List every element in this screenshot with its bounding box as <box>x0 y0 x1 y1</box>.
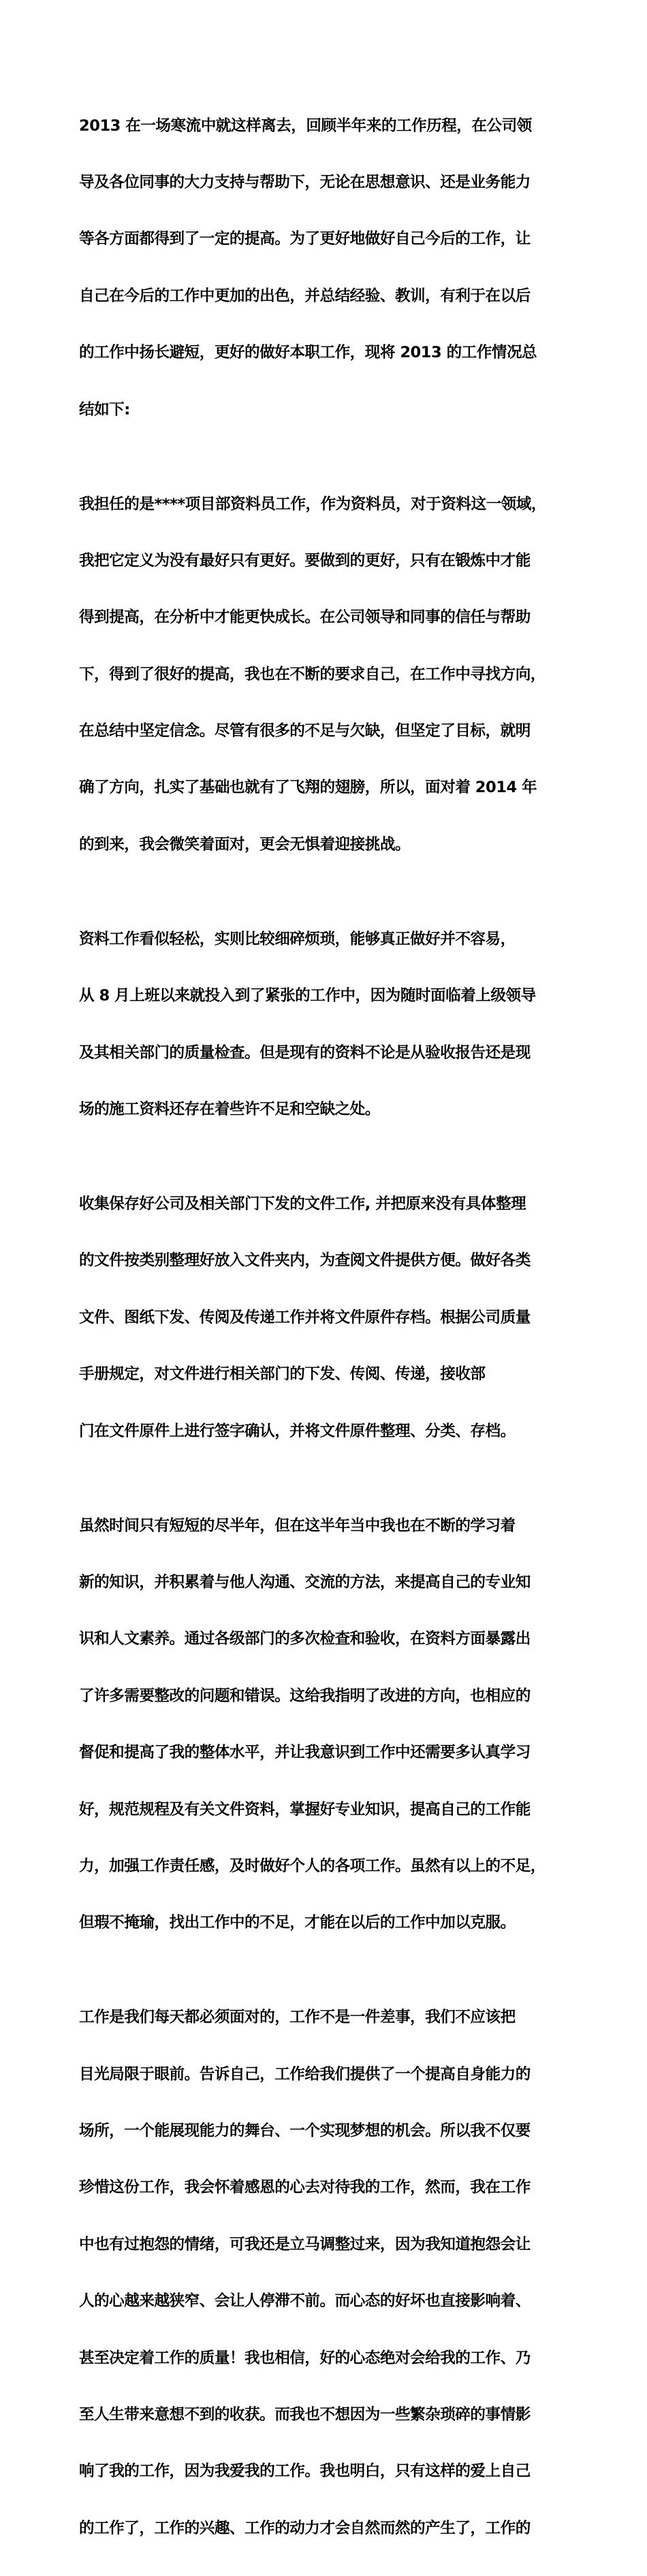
text-line: 工作是我们每天都必须面对的，工作不是一件差事，我们不应该把 <box>79 2008 516 2027</box>
paragraph-attitude <box>79 1971 575 2576</box>
text-line: 2013 在一场寒流中就这样离去，回顾半年来的工作历程，在公司领 <box>79 116 532 135</box>
text-line: 力，加强工作责任感，及时做好个人的各项工作。虽然有以上的不足， <box>79 1857 546 1875</box>
text-line: 收集保存好公司及相关部门下发的文件工作, 并把原来没有具体整理 <box>79 1195 526 1213</box>
text-line: 响了我的工作，因为我爱我的工作。我也明白，只有这样的爱上自己 <box>79 2462 531 2481</box>
text-line: 场的施工资料还存在着些许不足和空缺之处。 <box>79 1100 380 1119</box>
text-line: 文件、图纸下发、传阅及传递工作并将文件原件存档。根据公司质量 <box>79 1308 531 1326</box>
text-line: 目光局限于眼前。告诉自己，工作给我们提供了一个提高自身能力的 <box>79 2065 531 2083</box>
text-line: 珍惜这份工作，我会怀着感恩的心去对待我的工作，然而，我在工作 <box>79 2179 531 2197</box>
text-line: 人的心越来越狭窄、会让人停滞不前。而心态的好坏也直接影响着、 <box>79 2292 531 2311</box>
text-line: 中也有过抱怨的情绪，可我还是立马调整过来，因为我知道抱怨会让 <box>79 2235 531 2253</box>
text-line: 的工作了，工作的兴趣、工作的动力才会自然而然的产生了，工作的 <box>79 2519 531 2537</box>
document-body <box>79 79 575 2576</box>
text-line: 下，得到了很好的提高，我也在不断的要求自己，在工作中寻找方向， <box>79 665 546 683</box>
text-line: 等各方面都得到了一定的提高。为了更好地做好自己今后的工作，让 <box>79 230 531 248</box>
text-line: 新的知识，并积累着与他人沟通、交流的方法，来提高自己的专业知 <box>79 1573 531 1591</box>
text-line: 得到提高，在分析中才能更快成长。在公司领导和同事的信任与帮助 <box>79 608 531 627</box>
text-line: 资料工作看似轻松，实则比较细碎烦琐，能够真正做好并不容易， <box>79 930 516 948</box>
text-line: 场所，一个能展现能力的舞台、一个实现梦想的机会。所以我不仅要 <box>79 2122 531 2140</box>
paragraph-intro <box>79 79 575 457</box>
text-line: 在总结中坚定信念。尽管有很多的不足与欠缺，但坚定了目标，就明 <box>79 722 531 740</box>
text-line: 督促和提高了我的整体水平，并让我意识到工作中还需要多认真学习 <box>79 1744 531 1762</box>
paragraph-work-nature <box>79 892 575 1157</box>
text-line: 的工作中扬长避短，更好的做好本职工作，现将 2013 的工作情况总 <box>79 344 537 362</box>
text-line: 识和人文素养。通过各级部门的多次检查和验收，在资料方面暴露出 <box>79 1630 531 1648</box>
text-line: 手册规定，对文件进行相关部门的下发、传阅、传递，接收部 <box>79 1365 486 1384</box>
text-line: 导及各位同事的大力支持与帮助下，无论在思想意识、还是业务能力 <box>79 173 531 191</box>
text-line: 自己在今后的工作中更加的出色，并总结经验、教训，有利于在以后 <box>79 287 531 305</box>
text-line: 及其相关部门的质量检查。但是现有的资料不论是从验收报告还是现 <box>79 1043 531 1062</box>
text-line: 但瑕不掩瑜，找出工作中的不足，才能在以后的工作中加以克服。 <box>79 1914 516 1932</box>
text-line: 的到来，我会微笑着面对，更会无惧着迎接挑战。 <box>79 835 411 853</box>
paragraph-role <box>79 457 575 892</box>
text-line: 的文件按类别整理好放入文件夹内，为查阅文件提供方便。做好各类 <box>79 1252 531 1270</box>
text-line: 虽然时间只有短短的尽半年，但在这半年当中我也在不断的学习着 <box>79 1516 516 1535</box>
text-line: 门在文件原件上进行签字确认，并将文件原件整理、分类、存档。 <box>79 1422 516 1440</box>
paragraph-file-management <box>79 1157 575 1479</box>
text-line: 确了方向，扎实了基础也就有了飞翔的翅膀，所以，面对着 2014 年 <box>79 779 537 797</box>
text-line: 甚至决定着工作的质量！我也相信，好的心态绝对会给我的工作、乃 <box>79 2349 531 2367</box>
text-line: 结如下: <box>79 400 130 419</box>
text-line: 好，规范规程及有关文件资料，掌握好专业知识，提高自己的工作能 <box>79 1800 531 1819</box>
text-line: 至人生带来意想不到的收获。而我也不想因为一些繁杂琐碎的事情影 <box>79 2406 531 2424</box>
paragraph-learning <box>79 1479 575 1971</box>
text-line: 了许多需要整改的问题和错误。这给我指明了改进的方向，也相应的 <box>79 1686 531 1705</box>
text-line: 从 8 月上班以来就投入到了紧张的工作中，因为随时面临着上级领导 <box>79 987 536 1005</box>
text-line: 我担任的是****项目部资料员工作，作为资料员，对于资料这一领域， <box>79 495 546 513</box>
text-line: 我把它定义为没有最好只有更好。要做到的更好，只有在锻炼中才能 <box>79 551 531 570</box>
